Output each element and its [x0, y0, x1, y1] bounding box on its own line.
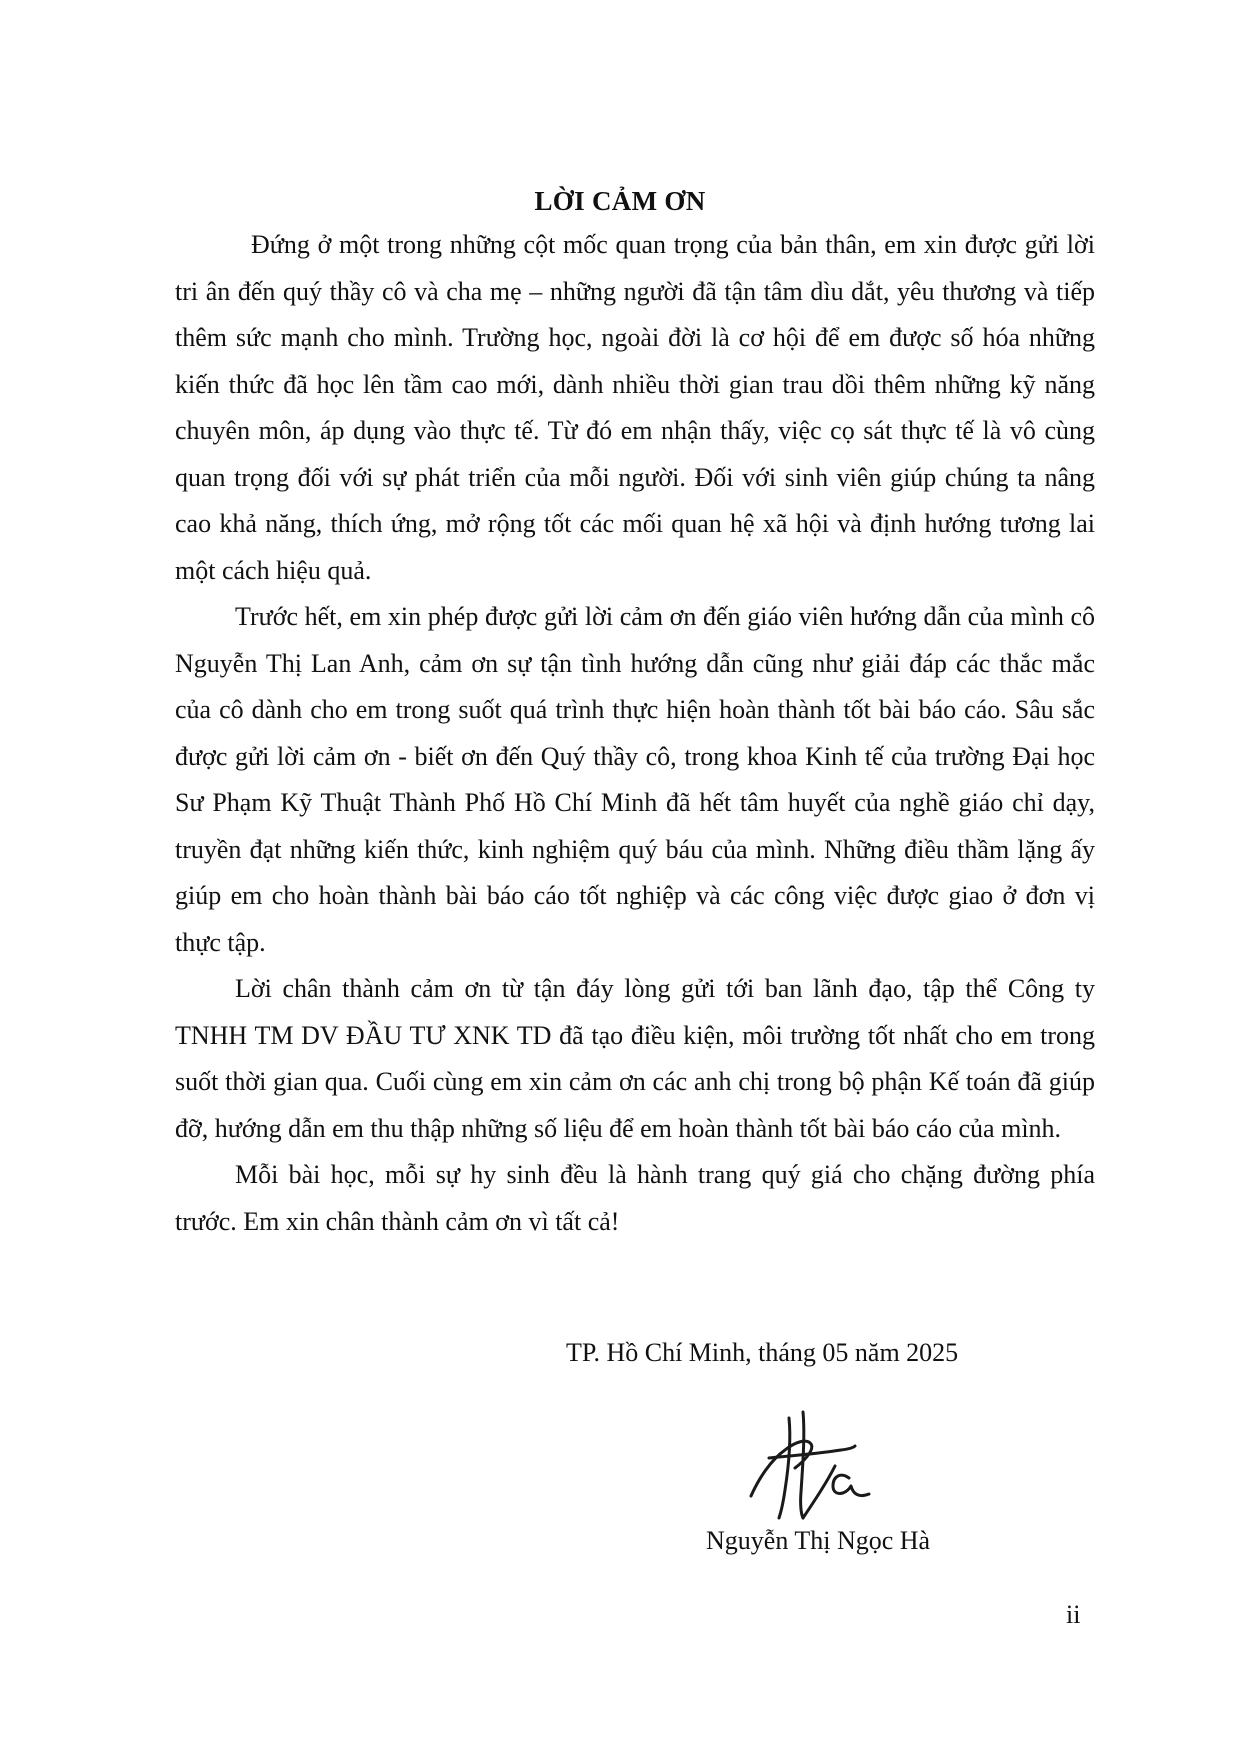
paragraph-2: Trước hết, em xin phép được gửi lời cảm ơn đến giáo viên hướng dẫn của mình cô Nguyễn Thị Lan Anh, cảm ơn sự tận tình hướng dẫn cũng như giải đáp các thắc mắc của cô dành cho em trong suốt quá trình thực hiện hoàn thành tốt bài báo cáo. Sâu sắc được gửi lời cảm ơn - biết ơn đến Quý thầy cô, trong khoa Kinh tế của trường Đại học Sư Phạm Kỹ Thuật Thành Phố Hồ Chí Minh đã hết tâm huyết của nghề giáo chỉ dạy, truyền đạt những kiến thức, kinh nghiệm quý báu của mình. Những điều thầm lặng ấy giúp em cho hoàn thành bài báo cáo tốt nghiệp và các công việc được giao ở đơn vị thực tập.: [175, 602, 1095, 957]
page-title: LỜI CẢM ƠN: [534, 186, 706, 216]
paragraph-4: Mỗi bài học, mỗi sự hy sinh đều là hành trang quý giá cho chặng đường phía trước. Em xin chân thành cảm ơn vì tất cả!: [175, 1160, 1095, 1236]
acknowledgement-body: [175, 222, 1095, 1245]
paragraph-3: Lời chân thành cảm ơn từ tận đáy lòng gửi tới ban lãnh đạo, tập thể Công ty TNHH TM DV ĐẦU TƯ XNK TD đã tạo điều kiện, môi trường tốt nhất cho em trong suốt thời gian qua. Cuối cùng em xin cảm ơn các anh chị trong bộ phận Kế toán đã giúp đỡ, hướng dẫn em thu thập những số liệu để em hoàn thành tốt bài báo cáo của mình.: [175, 974, 1095, 1143]
paragraph-1: Đứng ở một trong những cột mốc quan trọng của bản thân, em xin được gửi lời tri ân đến quý thầy cô và cha mẹ – những người đã tận tâm dìu dắt, yêu thương và tiếp thêm sức mạnh cho mình. Trường học, ngoài đời là cơ hội để em được số hóa những kiến thức đã học lên tầm cao mới, dành nhiều thời gian trau dồi thêm những kỹ năng chuyên môn, áp dụng vào thực tế. Từ đó em nhận thấy, việc cọ sát thực tế là vô cùng quan trọng đối với sự phát triển của mỗi người. Đối với sinh viên giúp chúng ta nâng cao khả năng, thích ứng, mở rộng tốt các mối quan hệ xã hội và định hướng tương lai một cách hiệu quả.: [175, 230, 1095, 585]
page-number: ii: [1066, 1600, 1081, 1629]
place-date: TP. Hồ Chí Minh, tháng 05 năm 2025: [566, 1338, 959, 1367]
handwritten-signature: [745, 1408, 885, 1523]
signer-name: Nguyễn Thị Ngọc Hà: [706, 1526, 931, 1555]
